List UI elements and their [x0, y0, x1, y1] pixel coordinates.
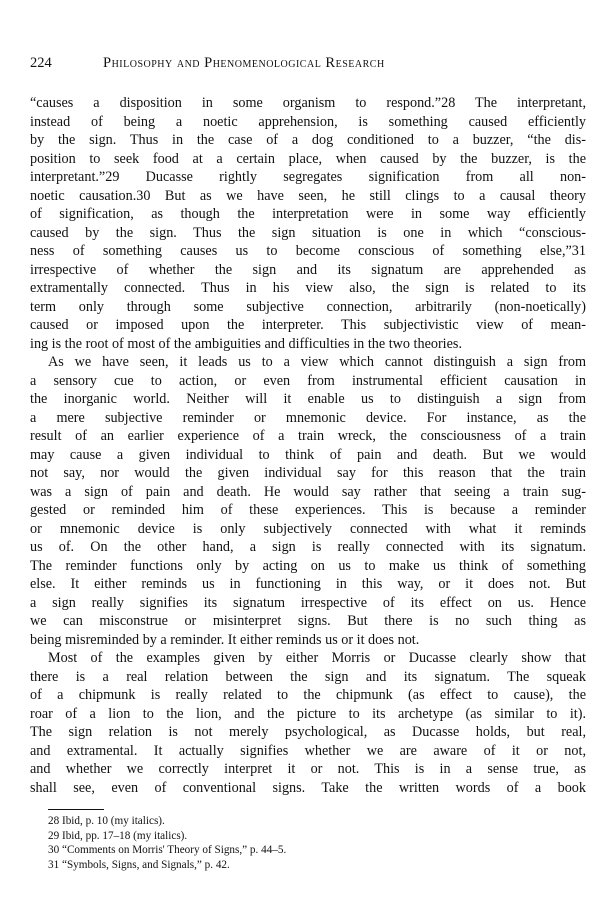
text-line: term only through some subjective connection, arbitrarily (non-noetically)	[30, 298, 586, 315]
text-line: there is a real relation between the sign and its signatum. The squeak	[30, 668, 586, 685]
text-line: and whether we correctly interpret it or not. This is in a sense true, as	[30, 761, 586, 777]
text-line: of a chipmunk is really related to the chipmunk (as effect to cause), the	[30, 687, 586, 703]
footnote-28: 28 Ibid, p. 10 (my italics).	[48, 815, 165, 827]
text-line: noetic causation.30 But as we have seen, he still clings to a causal theory	[30, 187, 586, 204]
text-line: the inorganic world. Neither will it enable us to distinguish a sign from	[30, 391, 586, 407]
page-number: 224	[30, 55, 52, 71]
text-line: being misreminded by a reminder. It either reminds us or it does not.	[30, 631, 420, 648]
text-line: Most of the examples given by either Morris or Ducasse clearly show that	[48, 650, 586, 666]
text-line: position to seek food at a certain place, when caused by the buzzer, is the	[30, 150, 586, 167]
text-line: a mere subjective reminder or mnemonic device. For instance, as the	[30, 409, 586, 426]
text-line: The reminder functions only by acting on us to make us think of something	[30, 557, 586, 574]
footnotes	[48, 814, 568, 872]
text-line: by the sign. Thus in the case of a dog conditioned to a buzzer, “the dis-	[30, 132, 586, 148]
text-line: ing is the root of most of the ambiguities and difficulties in the two theories.	[30, 335, 462, 352]
text-line: a sign really signifies its signatum irrespective of its effect on us. Hence	[30, 594, 586, 611]
paragraph-3	[30, 649, 586, 797]
text-line: shall see, even of conventional signs. Take the written words of a book	[30, 779, 586, 796]
text-line: extramentally connected. Thus in his view also, the sign is related to its	[30, 280, 586, 296]
text-line: may cause a given individual to think of pain and death. But we would	[30, 446, 586, 463]
text-line: irrespective of whether the sign and its signatum are apprehended as	[30, 261, 586, 278]
text-line: roar of a lion to the lion, and the picture to its archetype (as similar to it).	[30, 705, 586, 722]
text-line: else. It either reminds us in functioning in this way, or it does not. But	[30, 576, 586, 592]
text-line: result of an earlier experience of a train wreck, the consciousness of a train	[30, 428, 586, 444]
running-title: Philosophy and Phenomenological Research	[103, 55, 385, 71]
footnote-29: 29 Ibid, pp. 17–18 (my italics).	[48, 829, 188, 842]
text-line: “causes a disposition in some organism to respond.”28 The interpretant,	[30, 95, 586, 111]
text-line: of signification, as though the interpretation were in some way efficiently	[30, 206, 586, 222]
footnote-30: 30 “Comments on Morris' Theory of Signs,” p. 44–5.	[48, 844, 287, 856]
text-line: instead of being a noetic apprehension, is something caused efficiently	[30, 113, 586, 130]
paragraph-1	[30, 94, 586, 353]
text-line: The sign relation is not merely psychological, as Ducasse holds, but real,	[30, 724, 586, 740]
text-line: caused by the sign. Thus the sign situation is one in which “conscious-	[30, 224, 586, 241]
paragraph-2	[30, 353, 586, 649]
text-line: us of. On the other hand, a sign is really connected with its signatum.	[30, 539, 586, 555]
body-text	[30, 94, 586, 797]
text-line: interpretant.”29 Ducasse rightly segregates signification from all non-	[30, 169, 586, 185]
text-line: and extramental. It actually signifies whether we are aware of it or not,	[30, 742, 586, 759]
text-line: As we have seen, it leads us to a view which cannot distinguish a sign from	[48, 354, 586, 370]
text-line: ness of something causes us to become conscious of something else,”31	[30, 243, 586, 259]
text-line: gested or reminded him of these experiences. This is because a reminder	[30, 502, 586, 518]
text-line: was a sign of pain and death. He would say rather that seeing a train sug-	[30, 483, 586, 500]
text-line: a sensory cue to action, or even from instrumental efficient causation in	[30, 372, 586, 389]
text-line: or mnemonic device is only subjectively connected with what it reminds	[30, 520, 586, 537]
text-line: not say, nor would the given individual say for this reason that the train	[30, 465, 586, 481]
text-line: caused or imposed upon the interpreter. This subjectivistic view of mean-	[30, 317, 586, 333]
footnote-divider	[48, 809, 104, 810]
footnote-31: 31 “Symbols, Signs, and Signals,” p. 42.	[48, 858, 230, 871]
text-line: we can misconstrue or misinterpret signs. But there is no such thing as	[30, 613, 586, 629]
